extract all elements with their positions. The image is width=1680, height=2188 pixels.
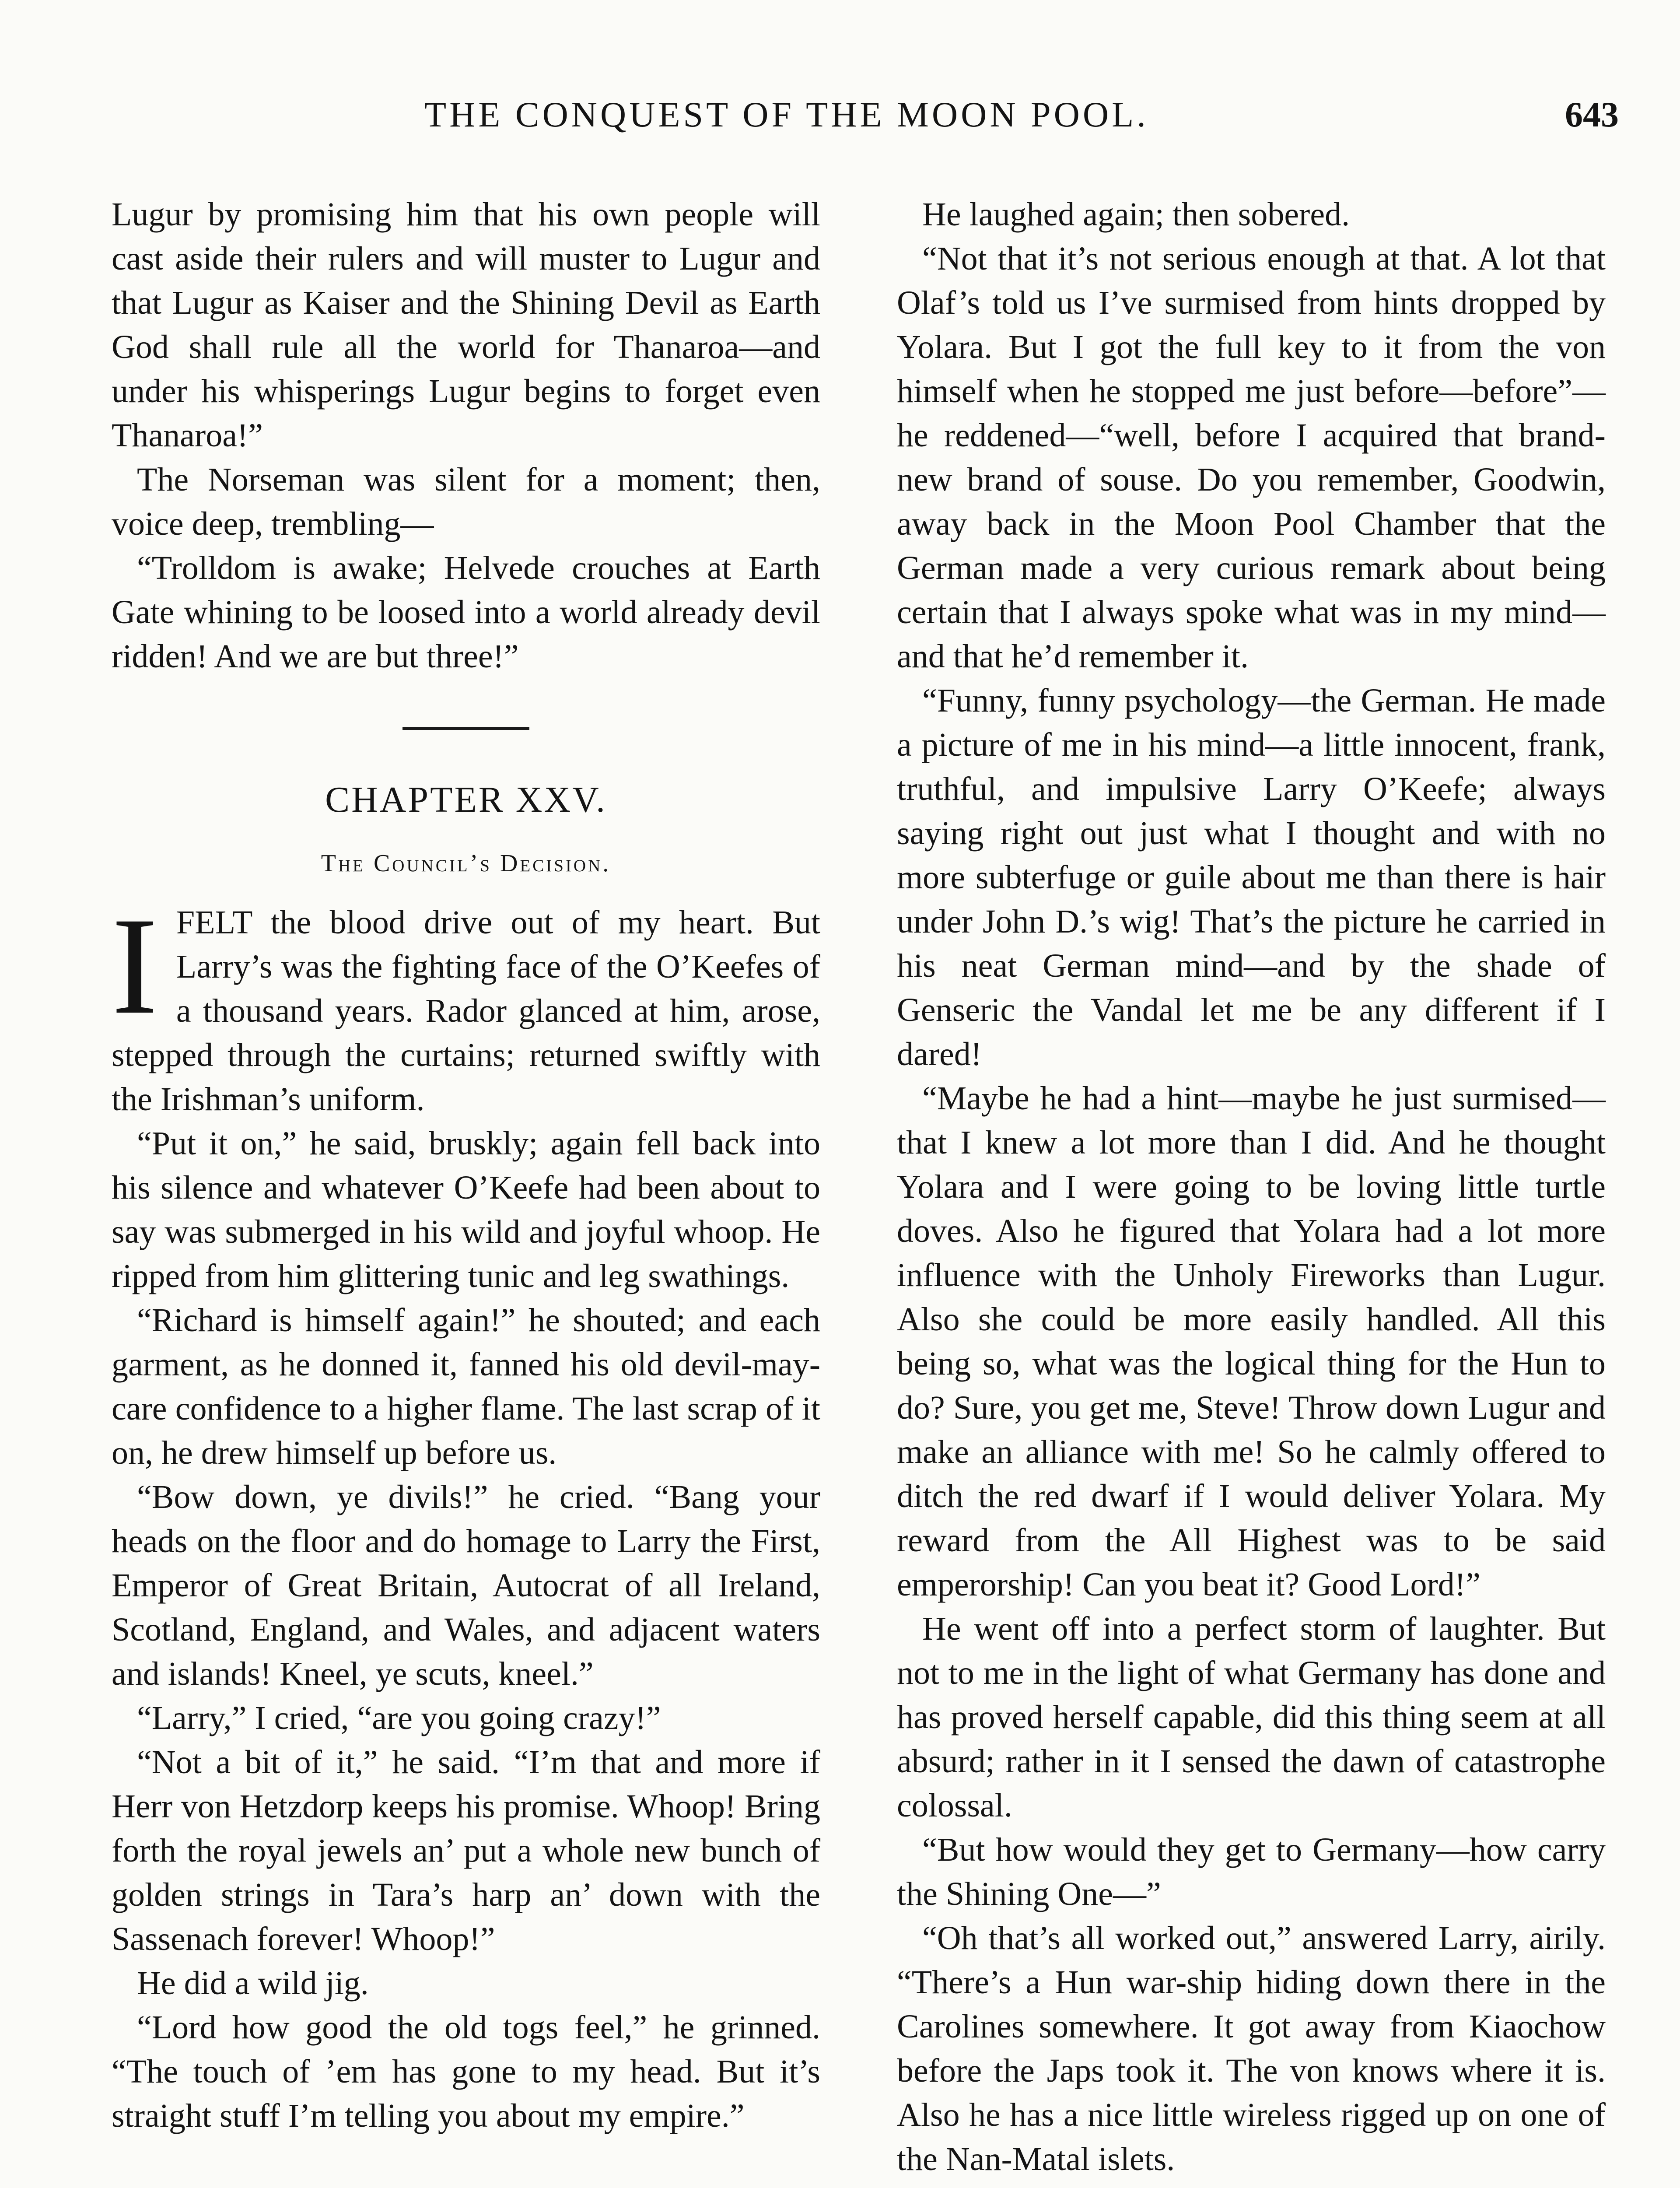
paragraph: He laughed again; then sobered. [922,196,1350,233]
paragraph: “Put it on,” he said, bruskly; again fell back into his silence and whatever O’Keefe had been about to say was submerged in his wild and joyful whoop. He ripped from him glittering tunic and leg swathings. [112,1125,820,1294]
paragraph: The Norseman was silent for a moment; then, voice deep, trembling— [112,461,820,542]
paragraph: “Not a bit of it,” he said. “I’m that and more if Herr von Hetzdorp keeps his promise. Whoop! Bring forth the royal jewels an’ put a whole new bunch of golden strings in Tara’s harp an’ down with the Sassenach forever! Whoop!” [112,1744,820,1957]
paragraph: “Oh that’s all worked out,” answered Larry, airily. “There’s a Hun war-ship hiding down there in the Carolines somewhere. It got away from Kiaochow before the Japs took it. The von knows where it is. Also he has a nice little wireless rigged up on one of the Nan-Matal islets. [897,1920,1606,2177]
page-header [114,94,1619,151]
paragraph: “Richard is himself again!” he shouted; and each garment, as he donned it, fanned his old devil-may-care confidence to a higher flame. The last scrap of it on, he drew himself up before us. [112,1302,820,1471]
paragraph: “Not that it’s not serious enough at that. A lot that Olaf’s told us I’ve surmised from hints dropped by Yolara. But I got the full key to it from the von himself when he stopped me just before—before”—he reddened—“well, before I acquired that brand-new brand of souse. Do you remember, Goodwin, away back in the Moon Pool Chamber that the German made a very curious remark about being certain that I always spoke what was in my mind—and that he’d remember it. [897,240,1606,675]
paragraph: Lugur by promising him that his own people will cast aside their rulers and will muster to Lugur and that Lugur as Kaiser and the Shining Devil as Earth God shall rule all the world for Thanaroa—and under his whisperings Lugur begins to forget even Thanaroa!” [112,196,820,454]
paragraph: “But how would they get to Germany—how carry the Shining One—” [897,1831,1606,1912]
running-title: THE CONQUEST OF THE MOON POOL. [424,95,1149,134]
paragraph: “Maybe he had a hint—maybe he just surmised—that I knew a lot more than I did. And he thought Yolara and I were going to be loving little turtle doves. Also he figured that Yolara had a lot more influence with the Unholy Fireworks than Lugur. Also she could be more easily handled. All this being so, what was the logical thing for the Hun to do? Sure, you get me, Steve! Throw down Lugur and make an alliance with me! So he calmly offered to ditch the red dwarf if I would deliver Yolara. My reward from the All Highest was to be said emperorship! Can you beat it? Good Lord!” [897,1080,1606,1603]
chapter-title: CHAPTER XXV. [325,779,607,820]
left-column [112,193,820,2138]
paragraph: “Trolldom is awake; Helvede crouches at Earth Gate whining to be loosed into a world already devil ridden! And we are but three!” [112,550,820,675]
opening-text: FELT the blood drive out of my heart. But Larry’s was the fighting face of the O’Keefes of a thousand years. Rador glanced at him, arose, stepped through the curtains; returned swiftly with the Irishman’s uniform. [112,904,820,1118]
chapter-subtitle: The Council’s Decision. [321,850,611,877]
paragraph: He did a wild jig. [137,1965,369,2002]
section-rule [402,727,529,730]
paragraph: “Larry,” I cried, “are you going crazy!” [137,1700,661,1736]
paragraph: He went off into a perfect storm of laughter. But not to me in the light of what Germany has done and has proved herself capable, did this thing seem at all absurd; rather in it I sensed the dawn of catastrophe colossal. [897,1610,1606,1824]
page-number: 643 [1565,95,1619,134]
paragraph: “Bow down, ye divils!” he cried. “Bang your heads on the floor and do homage to Larry the First, Emperor of Great Britain, Autocrat of all Ireland, Scotland, England, and Wales, and adjacent waters and islands! Kneel, ye scuts, kneel.” [112,1479,820,1692]
drop-cap: I [112,889,158,1043]
chapter-opening-paragraph [112,889,820,1122]
paragraph: “Lord how good the old togs feel,” he grinned. “The touch of ’em has gone to my head. But it’s straight stuff I’m telling you about my empire.” [112,2009,820,2134]
right-column [897,193,1606,2181]
paragraph: “Funny, funny psychology—the German. He made a picture of me in his mind—a little innocent, frank, truthful, and impulsive Larry O’Keefe; always saying right out just what I thought and with no more subterfuge or guile about me than there is hair under John D.’s wig! That’s the picture he carried in his neat German mind—and by the shade of Genseric the Vandal let me be any different if I dared! [897,682,1606,1073]
